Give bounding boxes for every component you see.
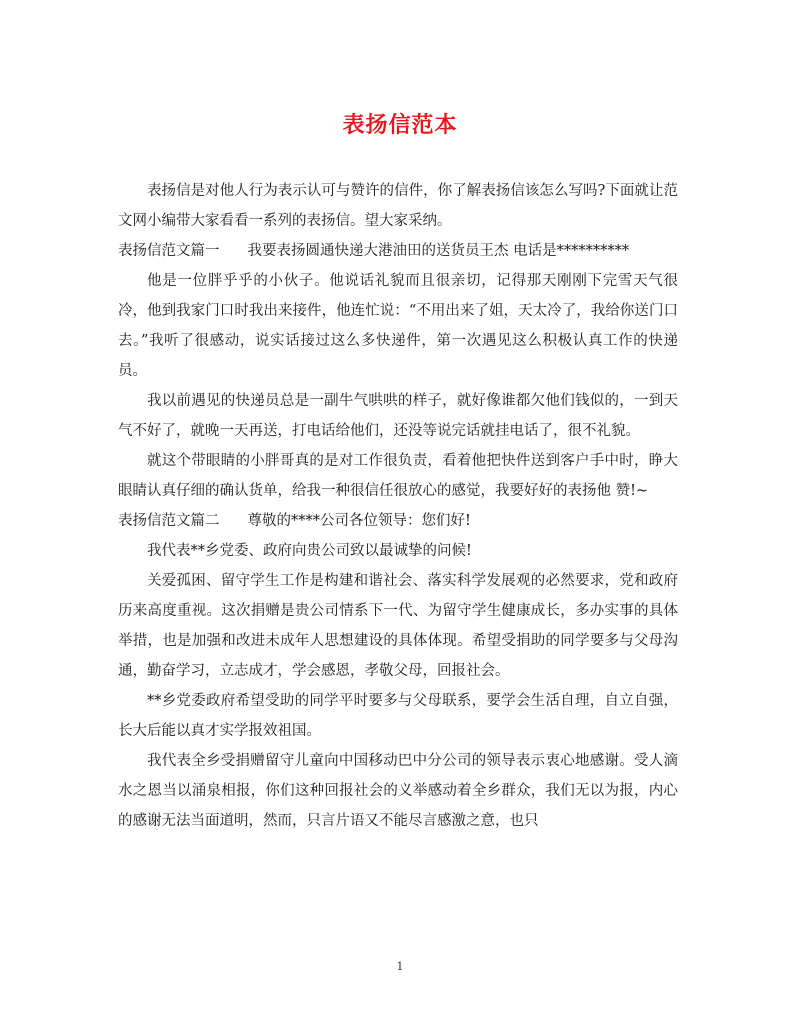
section-2-heading-line [118,506,678,536]
section-2-paragraph: 我代表全乡受捐赠留守儿童向中国移动巴中分公司的领导表示衷心地感谢。受人滴水之恩当以涌泉相报，你们这种回报社会的义举感动着全乡群众，我们无以为报，内心的感谢无法当面道明，然而，只言片语又不能尽言感激之意，也只 [118,753,678,829]
section-1-paragraph: 他是一位胖乎乎的小伙子。他说话礼貌而且很亲切，记得那天刚刚下完雪天气很冷，他到我家门口时我出来接件，他连忙说：“不用出来了姐，天太冷了，我给你送门口去。”我听了很感动，说实话接过这么多快递件，第一次遇见这么积极认真工作的快递员。 [118,273,678,379]
section-2-paragraph: 关爱孤困、留守学生工作是构建和谐社会、落实科学发展观的必然要求，党和政府历来高度重视。这次捐赠是贵公司情系下一代、为留守学生健康成长，多办实事的具体举措，也是加强和改进未成年人思想建设的具体体现。希望受捐助的同学要多与父母沟通，勤奋学习，立志成才，学会感恩，孝敬父母，回报社会。 [118,573,678,679]
intro-paragraph: 表扬信是对他人行为表示认可与赞许的信件，你了解表扬信该怎么写吗?下面就让范文网小编带大家看看一系列的表扬信。望大家采纳。 [118,183,678,229]
section-1-paragraph: 就这个带眼睛的小胖哥真的是对工作很负责，看着他把快件送到客户手中时，睁大眼睛认真仔细的确认货单，给我一种很信任很放心的感觉，我要好好的表扬他 赞!~ [118,453,678,499]
section-2-intro: 尊敬的****公司各位领导：您们好! [247,513,471,529]
section-1-paragraph: 我以前遇见的快递员总是一副牛气哄哄的样子，就好像谁都欠他们钱似的，一到天气不好了，就晚一天再送，打电话给他们，还没等说完话就挂电话了，很不礼貌。 [118,393,678,439]
section-1-heading-line [118,236,678,266]
section-2-paragraph: **乡党委政府希望受助的同学平时要多与父母联系，要学会生活自理，自立自强，长大后能以真才实学报效祖国。 [118,693,678,739]
section-1-intro: 我要表扬圆通快递大港油田的送货员王杰 电话是********** [247,243,630,259]
section-2-paragraph: 我代表**乡党委、政府向贵公司致以最诚挚的问候! [147,543,472,559]
section-1-heading: 表扬信范文篇一 [118,243,220,259]
page-number: 1 [396,960,404,973]
document-title: 表扬信范本 [342,112,458,138]
section-2-heading: 表扬信范文篇二 [118,513,220,529]
document-body [118,176,678,836]
